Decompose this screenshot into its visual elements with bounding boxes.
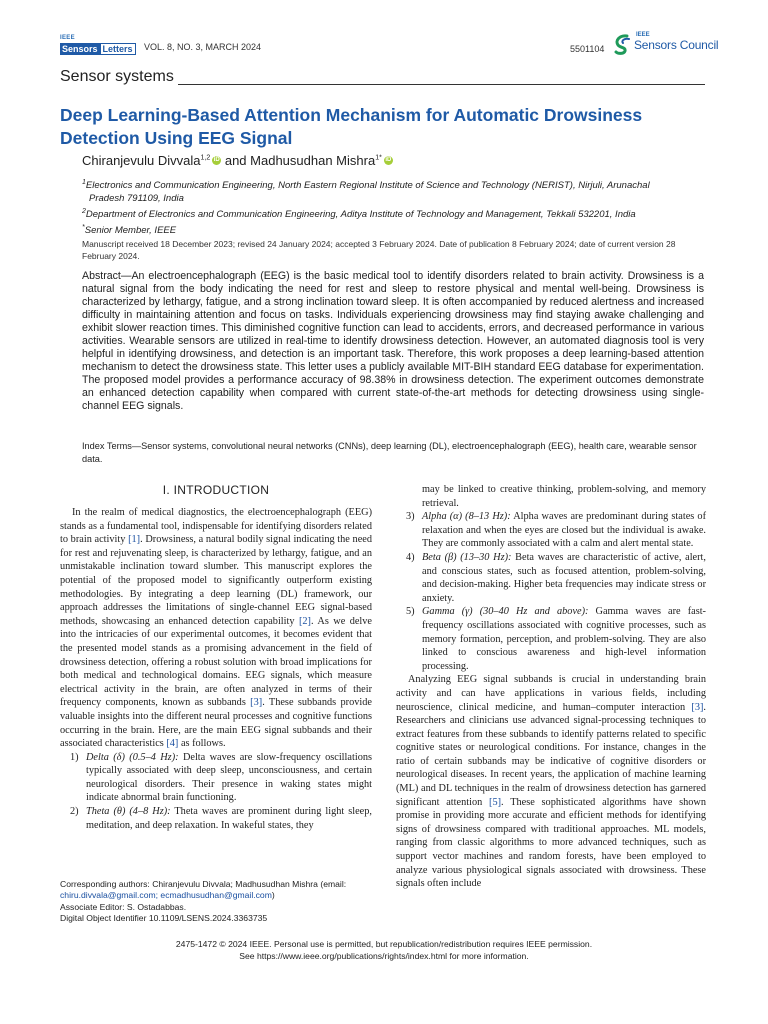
council-swirl-icon	[612, 33, 634, 55]
manuscript-history: Manuscript received 18 December 2023; revised 24 January 2024; accepted 3 February 2024. Date of publication 8 February 2024; date of current version 28 February 2024.	[82, 239, 676, 261]
rights-link[interactable]: See https://www.ieee.org/publications/rights/index.html for more information.	[239, 951, 529, 961]
list-number: 1)	[70, 751, 79, 763]
orcid-icon[interactable]: iD	[385, 157, 392, 163]
paragraph-text: In the realm of medical diagnostics, the electroencephalograph (EEG) stands as a fundamental tool, indispensable for identifying disorders related to brain activity	[60, 507, 372, 546]
journal-header	[60, 32, 719, 58]
affiliation-mark: 2	[82, 207, 86, 215]
affiliation-text: Electronics and Communication Engineering, North Eastern Regional Institute of Science and Technology (NERIST), Nirjuli, Arunachal	[85, 180, 650, 192]
band-name: Gamma (γ) (30–40 Hz and above):	[422, 606, 589, 618]
associate-editor: Associate Editor: S. Ostadabbas.	[60, 901, 187, 912]
list-item	[396, 483, 706, 510]
copyright-notice	[0, 938, 768, 962]
article-number: 5501104	[570, 44, 605, 54]
index-terms-label: Index Terms	[82, 441, 132, 451]
band-text: Alpha waves are predominant during states of relaxation and when the eyes are closed but the individual is awake. They are commonly associated with a calm and alert mental state.	[422, 511, 707, 550]
affiliation-text: Senior Member, IEEE	[84, 224, 177, 236]
section-rule	[178, 84, 705, 85]
band-text: Gamma waves are fast-frequency oscillations associated with cognitive processes, such as memory formation, perception, and problem-solving. They are also linked to conscious awareness and high-level information processing.	[422, 606, 706, 672]
intro-paragraph	[396, 673, 706, 891]
issue-info: VOL. 8, NO. 3, MARCH 2024	[144, 42, 262, 52]
list-item	[396, 551, 706, 605]
affiliation-text: Pradesh 791109, India	[89, 192, 184, 204]
band-name: Delta (δ) (0.5–4 Hz):	[86, 751, 179, 763]
abstract-label: Abstract	[82, 270, 121, 282]
council-ieee-text: IEEE	[636, 32, 650, 38]
band-text: may be linked to creative thinking, problem-solving, and memory retrieval.	[422, 484, 706, 509]
author-list	[82, 153, 393, 168]
list-item	[396, 510, 706, 551]
right-column	[396, 483, 706, 891]
affiliation-text: Department of Electronics and Communication Engineering, Aditya Institute of Technology and Management, Tekkali 532201, India	[85, 208, 636, 220]
list-number: 2)	[70, 806, 79, 818]
citation-link[interactable]: [3]	[691, 701, 704, 713]
section-heading: I. INTRODUCTION	[162, 483, 270, 497]
list-item	[60, 751, 372, 805]
band-text: Beta waves are characteristic of active, alert, and conscious states, such as focused attention, problem-solving, and decision-making. Higher beta frequencies may indicate stress or anxiety.	[422, 551, 706, 604]
list-item	[396, 605, 706, 673]
author-name: Madhusudhan Mishra	[250, 153, 376, 168]
affiliation	[82, 222, 702, 238]
paragraph-text: . Drowsiness, a natural bodily signal indicating the need for rest and rejuvenating sleep, is characterized by lethargy, fatigue, and an unmistakable inclination toward slumber. This manuscript explores the potential of the proposed model to significantly outperform existing methodologies. By integrating a deep learning (DL) framework, our approach addresses the limitations of single-channel EEG signal-based methods, showcasing an enhanced detection capability	[60, 534, 372, 627]
copyright-line: 2475-1472 © 2024 IEEE. Personal use is permitted, but republication/redistribution requires IEEE permission.	[175, 939, 593, 949]
paper-title: Deep Learning-Based Attention Mechanism for Automatic Drowsiness Detection Using EEG Signal	[60, 105, 643, 148]
citation-link[interactable]: [3]	[250, 697, 263, 709]
author-superscript: 1*	[375, 154, 382, 162]
paragraph-text: . As we delve into the intricacies of our experimental outcomes, it becomes evident that the presented model stands as a promising advancement in the field of drowsiness detection, offering a robust solution with broad implications for both medical and technological domains. EEG signals, which measure electrical activity in the brain, are often analyzed in terms of their frequency components, known as subbands	[60, 615, 372, 709]
citation-link[interactable]: [4]	[166, 738, 179, 750]
index-terms	[82, 440, 704, 465]
band-text: Theta waves are prominent during light sleep, meditation, and deep relaxation. In wakeful states, they	[86, 806, 372, 831]
author-conjunction: and	[221, 153, 251, 168]
abstract	[82, 270, 704, 412]
citation-link[interactable]: [1]	[128, 534, 141, 546]
orcid-icon[interactable]: iD	[213, 157, 220, 163]
email-link[interactable]: chiru.divvala@gmail.com; ecmadhusudhan@gmail.com	[60, 890, 272, 901]
logo-letters-text: Letters	[100, 43, 136, 55]
list-number: 5)	[406, 606, 415, 618]
subband-list	[60, 751, 372, 833]
intro-paragraph	[60, 506, 372, 751]
section-label: Sensor systems	[60, 68, 174, 85]
left-column	[60, 482, 372, 832]
affiliation-mark: 1	[82, 179, 86, 186]
list-number: 3)	[406, 511, 415, 523]
list-number: 4)	[406, 551, 415, 563]
affiliation	[82, 206, 702, 222]
list-item	[60, 805, 372, 832]
subband-list	[396, 483, 706, 673]
footnote-text: )	[271, 890, 275, 901]
paragraph-text: . These sophisticated algorithms have shown promise in providing more accurate and efficient methods for identifying signs of drowsiness compared with traditional approaches. ML models, ranging from classic algorithms to more advanced techniques, such as support vector machines and random forests, have been employed to analyze various physiological signals associated with drowsiness. These signals often include	[396, 796, 706, 890]
doi-text: Digital Object Identifier 10.1109/LSENS.2024.3363735	[60, 913, 268, 924]
author-name: Chiranjevulu Divvala	[82, 153, 201, 168]
footnote-text: Corresponding authors: Chiranjevulu Divvala; Madhusudhan Mishra (email:	[60, 879, 347, 889]
affiliations	[82, 177, 702, 238]
logo-ieee-text: IEEE	[60, 35, 75, 41]
paragraph-text: Analyzing EEG signal subbands is crucial in understanding brain activity and can have applications in various fields, including neuroscience, clinical medicine, and human–computer interaction	[396, 674, 706, 713]
band-text: Delta waves are slow-frequency oscillations typically associated with deep sleep, unconsciousness, and certain neurological disorders. Their presence in waking states might indicate abnormal brain functioning.	[86, 751, 372, 804]
index-terms-text: —Sensor systems, convolutional neural networks (CNNs), deep learning (DL), electroencephalograph (EEG), health care, wearable sensor data.	[82, 441, 697, 464]
affiliation	[82, 177, 702, 205]
band-name: Theta (θ) (4–8 Hz):	[86, 806, 171, 818]
author-superscript: 1,2	[200, 154, 211, 162]
footnote	[60, 879, 380, 925]
affiliation-mark: *	[82, 223, 85, 231]
council-name-text: Sensors Council	[634, 38, 719, 52]
sensors-council-logo	[612, 32, 719, 56]
logo-sensors-text: Sensors	[62, 44, 98, 54]
corresponding-authors	[60, 879, 380, 902]
band-name: Beta (β) (13–30 Hz):	[422, 551, 512, 563]
citation-link[interactable]: [5]	[489, 796, 502, 808]
band-name: Alpha (α) (8–13 Hz):	[422, 511, 511, 523]
paragraph-text: as follows.	[178, 738, 226, 750]
paragraph-text: . Researchers and clinicians use advanced signal-processing techniques to extract features from these subbands to identify patterns related to specific cognitive states or neurological conditions. For instance, changes in the ratio of certain subbands may be indicative of cognitive disorders or neurological diseases. In recent years, the application of machine learning (ML) and DL techniques in the realm of drowsiness detection has garnered significant attention	[396, 701, 706, 808]
citation-link[interactable]: [2]	[298, 615, 311, 627]
paragraph-text: . These subbands provide valuable insights into the different neural processes and cognitive functions occurring in the brain. Here, are the main EEG signal subbands and their associated characteristics	[60, 697, 372, 750]
abstract-text: —An electroencephalograph (EEG) is the basic medical tool to identify disorders related to brain activity. Drowsiness is a natural signal from the body indicating the need for rest and sleep to restore physical and mental well-being. Drowsiness is characterized by lethargy, fatigue, and a strong inclination toward sleep. It is often accompanied by reduced alertness and increased difficulty in maintaining attention and focus on tasks. Individuals experiencing drowsiness may find staying awake challenging and exhibit slower reaction times. This diminished cognitive function can lead to accidents, errors, and decreased performance in various activities. Wearable sensors are utilized in real-time to identify drowsiness detection. However, an automated diagnosis tool is very helpful in identifying drowsiness, and detection is an important task. Therefore, this work proposes a deep learning-based attention mechanism to detect the drowsiness state. This letter uses a publicly available MIT-BIH standard EEG database for experimentation. The proposed model provides a performance accuracy of 98.38% in drowsiness detection. The experiment outcomes demonstrate an enhanced detection capability when compared with current state-of-the-art methods for detecting drowsiness using single-channel EEG signals.	[82, 270, 704, 412]
sensors-letters-logo	[60, 35, 138, 56]
